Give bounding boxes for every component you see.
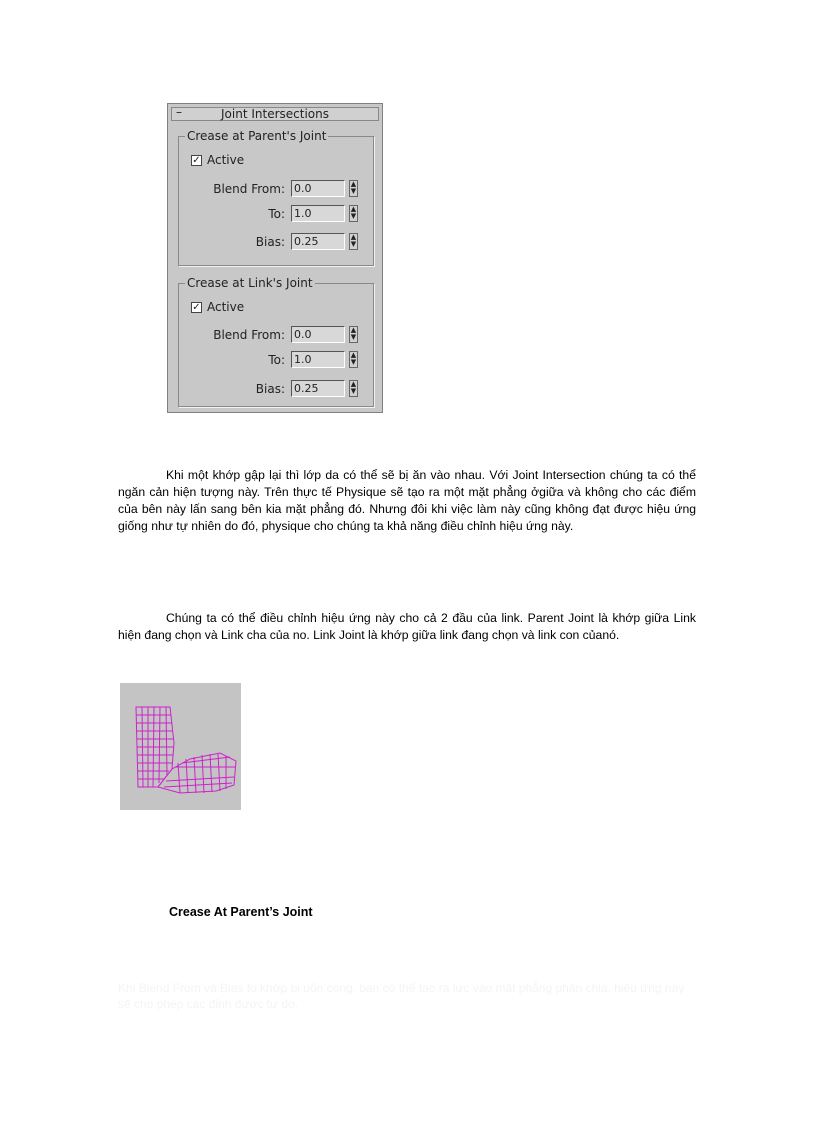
crease-link-group — [178, 276, 374, 407]
collapse-icon[interactable]: – — [176, 105, 182, 119]
section-heading: Crease At Parent’s Joint — [169, 905, 313, 919]
crease-parent-group — [178, 129, 374, 266]
to-label: To: — [268, 353, 285, 367]
bias-label: Bias: — [255, 382, 285, 396]
blend-from-input[interactable]: 0.0 — [291, 326, 345, 343]
rollout-title: Joint Intersections — [221, 107, 329, 121]
active-label: Active — [207, 300, 245, 314]
group-title: Crease at Link's Joint — [187, 276, 313, 290]
bias-input[interactable]: 0.25 — [291, 233, 345, 250]
spinner-icon[interactable]: ▲ ▼ — [350, 180, 357, 195]
bias-label: Bias: — [255, 235, 285, 249]
paragraph-text: Chúng ta có thể điều chỉnh hiệu ứng này cho cả 2 đầu của link. Parent Joint là khớp giữa Link hiện đang chọn và Link cha của no. Link Joint là khớp giữa link đang chọn và link con củanó. — [118, 611, 696, 642]
spinner-icon[interactable]: ▲ ▼ — [350, 326, 357, 341]
active-checkbox[interactable]: ✓ — [192, 302, 201, 313]
blend-from-input[interactable]: 0.0 — [291, 180, 345, 197]
faint-paragraph: Khi Blend From và Bias to khớp bị uốn cong, bạn có thể tạo ra lực vào mặt phẳng phân chia, hiệu ứng này sẽ cho phép các đỉnh được tự do. — [118, 981, 685, 1011]
paragraph-text: Khi một khớp gập lại thì lớp da có thể sẽ bị ăn vào nhau. Với Joint Intersection chúng ta có thể ngăn cản hiện tượng này. Trên thực tế Physique sẽ tạo ra một mặt phẳng ởgiữa và không cho các điểm của bên này lấn sang bên kia mặt phẳng đó. Nhưng đôi khi việc làm này cũng không đạt được hiệu ứng giống như tự nhiên do đó, physique cho chúng ta khả năng điều chỉnh hiệu ứng này. — [118, 468, 696, 533]
paragraph-joint-intersection — [118, 467, 696, 535]
spinner-icon[interactable]: ▲ ▼ — [350, 351, 357, 366]
rollout-header[interactable] — [171, 107, 379, 121]
spinner-icon[interactable]: ▲ ▼ — [350, 205, 357, 220]
group-title: Crease at Parent's Joint — [187, 129, 327, 143]
bent-joint-wireframe-icon — [120, 683, 241, 810]
paragraph-parent-link — [118, 610, 696, 644]
bias-input[interactable]: 0.25 — [291, 380, 345, 397]
spinner-icon[interactable]: ▲ ▼ — [350, 380, 357, 395]
to-input[interactable]: 1.0 — [291, 205, 345, 222]
wireframe-figure — [120, 683, 241, 810]
joint-intersections-rollout — [167, 103, 383, 413]
blend-from-label: Blend From: — [213, 182, 285, 196]
to-label: To: — [268, 207, 285, 221]
active-checkbox[interactable]: ✓ — [192, 155, 201, 166]
blend-from-label: Blend From: — [213, 328, 285, 342]
active-label: Active — [207, 153, 245, 167]
to-input[interactable]: 1.0 — [291, 351, 345, 368]
spinner-icon[interactable]: ▲ ▼ — [350, 233, 357, 248]
